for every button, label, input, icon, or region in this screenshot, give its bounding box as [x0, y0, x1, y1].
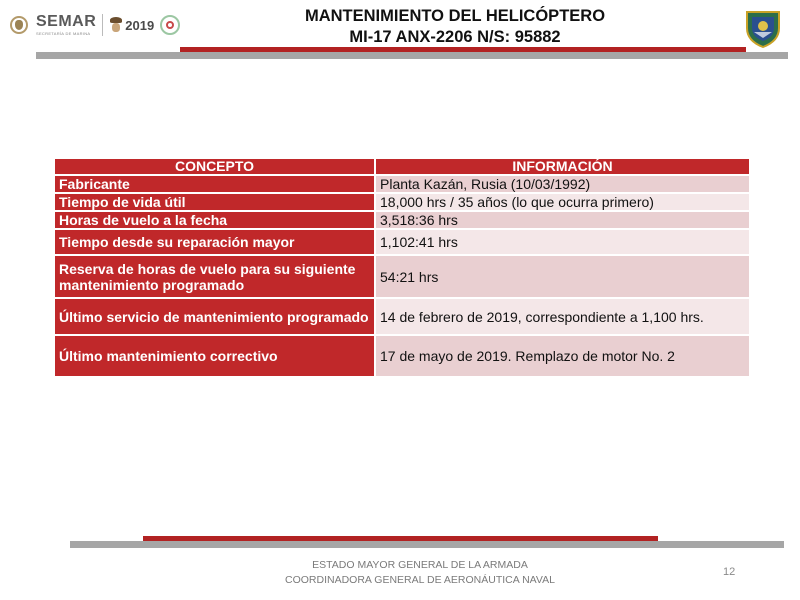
column-header-concept: CONCEPTO: [55, 159, 374, 174]
title-line-1: MANTENIMIENTO DEL HELICÓPTERO: [304, 7, 606, 25]
year-logo-text: 2019: [125, 17, 155, 33]
circle-emblem-icon: [160, 15, 180, 35]
column-header-info: INFORMACIÓN: [376, 159, 749, 174]
table-row: [55, 194, 749, 210]
concept-cell: Tiempo desde su reparación mayor: [55, 230, 374, 254]
maintenance-table: [53, 157, 751, 378]
footer-line-2: COORDINADORA GENERAL DE AERONÁUTICA NAVAL: [285, 574, 555, 586]
info-cell: 54:21 hrs: [376, 256, 749, 297]
concept-cell: Horas de vuelo a la fecha: [55, 212, 374, 228]
info-cell: 3,518:36 hrs: [376, 212, 749, 228]
footer-gray-rule: [70, 541, 784, 548]
footer-text: [220, 558, 620, 588]
page-number: 12: [723, 566, 736, 578]
table-header-row: [55, 159, 749, 174]
footer-line-1: ESTADO MAYOR GENERAL DE LA ARMADA: [312, 559, 528, 571]
info-cell: 18,000 hrs / 35 años (lo que ocurra primero): [376, 194, 749, 210]
table-row: [55, 256, 749, 297]
concept-cell: Reserva de horas de vuelo para su siguiente mantenimiento programado: [55, 256, 374, 297]
info-cell: Planta Kazán, Rusia (10/03/1992): [376, 176, 749, 192]
concept-cell: Tiempo de vida útil: [55, 194, 374, 210]
concept-cell: Último mantenimiento correctivo: [55, 336, 374, 376]
header-gray-rule: [36, 52, 788, 59]
concept-cell: Fabricante: [55, 176, 374, 192]
concept-cell: Último servicio de mantenimiento programado: [55, 299, 374, 334]
table-row: [55, 212, 749, 228]
logo-divider: [102, 14, 103, 36]
year-logo: [109, 17, 154, 33]
table-row: [55, 176, 749, 192]
table-row: [55, 336, 749, 376]
header-logos: [8, 14, 180, 36]
page-title: [195, 6, 715, 48]
title-line-2: MI-17 ANX-2206 N/S: 95882: [349, 28, 561, 46]
info-cell: 1,102:41 hrs: [376, 230, 749, 254]
zapata-portrait-icon: [109, 17, 123, 33]
table-row: [55, 299, 749, 334]
naval-aviation-shield-icon: [745, 8, 781, 48]
eagle-emblem-icon: [8, 14, 30, 36]
table-row: [55, 230, 749, 254]
info-cell: 14 de febrero de 2019, correspondiente a 1,100 hrs.: [376, 299, 749, 334]
semar-wordmark: SEMAR: [36, 13, 97, 30]
info-cell: 17 de mayo de 2019. Remplazo de motor No. 2: [376, 336, 749, 376]
semar-subtitle: SECRETARÍA DE MARINA: [36, 31, 91, 36]
semar-logo: [36, 14, 96, 36]
